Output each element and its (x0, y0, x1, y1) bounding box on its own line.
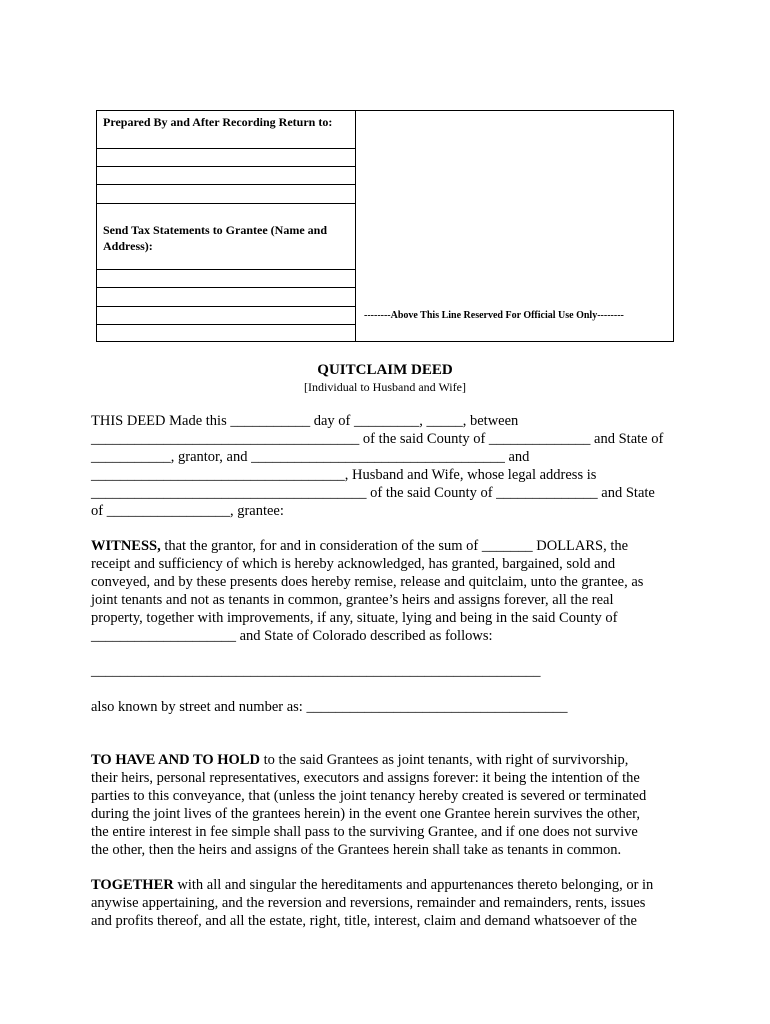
deed-title: QUITCLAIM DEED (317, 362, 453, 378)
return-address-line[interactable] (97, 148, 355, 149)
witness-paragraph (91, 537, 691, 645)
together-line: and profits thereof, and all the estate, right, title, interest, claim and demand whatsoever of the (91, 913, 637, 929)
deed-intro-line: of _________________, grantee: (91, 503, 284, 519)
tax-statements-label-continued: Address): (103, 239, 153, 253)
together-line: anywise appertaining, and the reversion and reversions, remainder and remainders, rents, issues (91, 895, 646, 911)
deed-intro-line: ___________, grantor, and ___________________________________ and (91, 449, 530, 465)
recording-info-left-column (97, 111, 356, 341)
habendum-line (91, 751, 691, 769)
together-first-line-text: with all and singular the hereditaments and appurtenances thereto belonging, or in (173, 877, 654, 893)
return-address-line[interactable] (97, 184, 355, 185)
habendum-line: parties to this conveyance, that (unless the joint tenancy hereby created is severed or terminated (91, 788, 647, 804)
street-address-line[interactable]: also known by street and number as: ____________________________________ (91, 699, 568, 715)
street-address-field[interactable] (91, 698, 691, 716)
witness-line: property, together with improvements, if any, situate, lying and being in the said County of (91, 610, 618, 626)
deed-intro-line: _____________________________________ of the said County of ______________ and State of (91, 431, 664, 447)
habendum-paragraph (91, 751, 691, 859)
witness-line (91, 537, 691, 555)
grantee-address-line[interactable] (97, 306, 355, 307)
deed-intro-paragraph (91, 412, 691, 520)
witness-first-line-text: that the grantor, for and in consideration of the sum of _______ DOLLARS, the (160, 538, 629, 554)
witness-line: ____________________ and State of Colorado described as follows: (91, 628, 493, 644)
together-line (91, 876, 691, 894)
habendum-line: during the joint lives of the grantees herein) in the event one Grantee herein survives the other, (91, 806, 641, 822)
habendum-lead: TO HAVE AND TO HOLD (91, 752, 260, 768)
grantee-address-line[interactable] (97, 269, 355, 270)
grantee-address-line[interactable] (97, 324, 355, 325)
official-use-note: --------Above This Line Reserved For Official Use Only-------- (364, 310, 624, 321)
witness-lead: WITNESS, (91, 538, 161, 554)
return-address-line[interactable] (97, 203, 355, 204)
tax-statements-label: Send Tax Statements to Grantee (Name and (103, 223, 327, 237)
deed-intro-line: ___________________________________, Husband and Wife, whose legal address is (91, 467, 597, 483)
habendum-first-line-text: to the said Grantees as joint tenants, with right of survivorship, (259, 752, 629, 768)
deed-subtitle: [Individual to Husband and Wife] (304, 380, 466, 394)
recording-info-box (96, 110, 674, 342)
witness-line: joint tenants and not as tenants in common, grantee’s heirs and assigns forever, all the real (91, 592, 614, 608)
deed-intro-line: THIS DEED Made this ___________ day of _________, _____, between (91, 413, 519, 429)
habendum-line: the entire interest in fee simple shall pass to the surviving Grantee, and if one does not survive (91, 824, 638, 840)
legal-description-field[interactable] (91, 662, 691, 680)
legal-description-blank[interactable]: ______________________________________________________________ (91, 663, 541, 679)
together-paragraph (91, 876, 691, 930)
witness-line: conveyed, and by these presents does hereby remise, release and quitclaim, unto the grantee, as (91, 574, 644, 590)
deed-intro-line: ______________________________________ of the said County of ______________ and State (91, 485, 655, 501)
witness-line: receipt and sufficiency of which is hereby acknowledged, has granted, bargained, sold and (91, 556, 616, 572)
habendum-line: their heirs, personal representatives, executors and assigns forever: it being the intention of the (91, 770, 640, 786)
grantee-address-line[interactable] (97, 287, 355, 288)
return-address-line[interactable] (97, 166, 355, 167)
together-lead: TOGETHER (91, 877, 174, 893)
prepared-by-label: Prepared By and After Recording Return to: (103, 115, 333, 129)
habendum-line: the other, then the heirs and assigns of the Grantees herein shall take as tenants in common. (91, 842, 622, 858)
